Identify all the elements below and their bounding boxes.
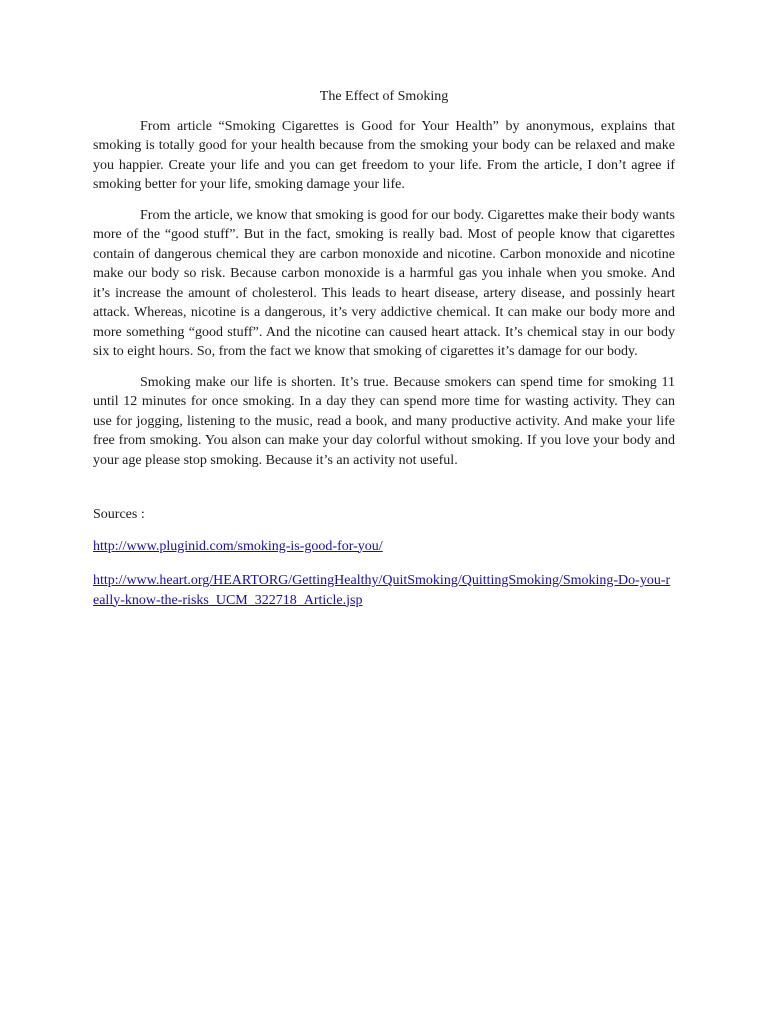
paragraph-1: From article “Smoking Cigarettes is Good for Your Health” by anonymous, explains that smoking is totally good for your health because from the smoking your body can be relaxed and make you happier. Create your life and you can get freedom to your life. From the article, I don’t agree if smoking better for your life, smoking damage your life. bbox=[93, 118, 675, 192]
source-link-2[interactable]: http://www.heart.org/HEARTORG/GettingHealthy/QuitSmoking/QuittingSmoking/Smoking-Do-you-really-know-the-risks_UCM_322718_Article.jsp bbox=[93, 573, 671, 608]
paragraph-3: Smoking make our life is shorten. It’s true. Because smokers can spend time for smoking 11 until 12 minutes for once smoking. In a day they can spend more time for wasting activity. They can use for jogging, listening to the music, read a book, and many productive activity. And make your life free from smoking. You alson can make your day colorful without smoking. If you love your body and your age please stop smoking. Because it’s an activity not useful. bbox=[93, 374, 675, 468]
sources-label: Sources : bbox=[93, 507, 145, 522]
paragraph-2: From the article, we know that smoking is good for our body. Cigarettes make their body wants more of the “good stuff”. But in the fact, smoking is really bad. Most of people know that cigarettes contain of dangerous chemical they are carbon monoxide and nicotine. Carbon monoxide and nicotine make our body so risk. Because carbon monoxide is a harmful gas you inhale when you smoke. And it’s increase the amount of cholesterol. This leads to heart disease, artery disease, and possinly heart attack. Whereas, nicotine is a dangerous, it’s very addictive chemical. It can make our body more and more something “good stuff”. And the nicotine can caused heart attack. It’s chemical stay in our body six to eight hours. So, from the fact we know that smoking of cigarettes it’s damage for our body. bbox=[93, 207, 675, 359]
source-link-1[interactable]: http://www.pluginid.com/smoking-is-good-for-you/ bbox=[93, 538, 383, 554]
document-page bbox=[93, 87, 675, 625]
document-title: The Effect of Smoking bbox=[319, 89, 449, 104]
